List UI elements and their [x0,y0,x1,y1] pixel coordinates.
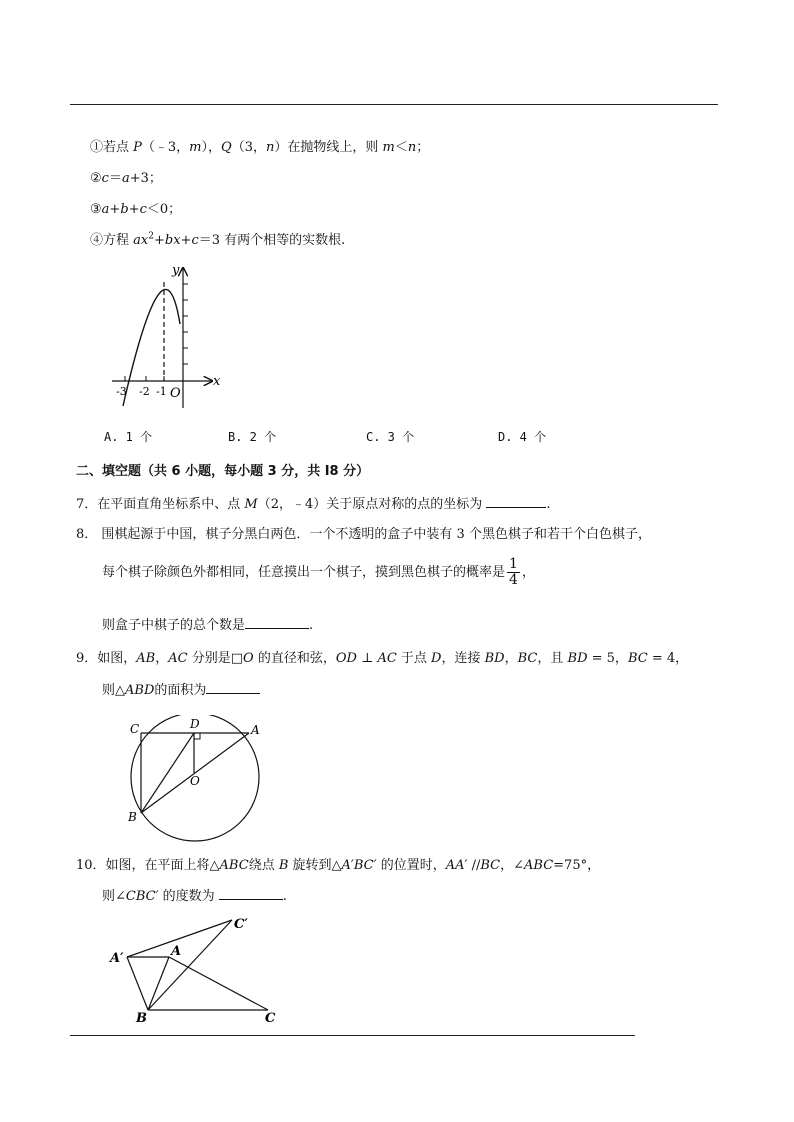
question-8-line-1: 8． 围棋起源于中国，棋子分黑白两色．一个不透明的盒子中装有 3 个黑色棋子和若干个白色棋子， [76,527,651,542]
question-7: 7．在平面直角坐标系中、点 M（2，﹣4）关于原点对称的点的坐标为 . [76,497,551,512]
right-angle-mark [194,733,200,739]
probability-fraction: $\frac{1}{4}$ [509,556,518,588]
bottom-rule [70,1035,635,1036]
question-8-line-3: 则盒子中棋子的总个数是 . [102,618,314,633]
label-b: B [128,810,137,824]
label-o: O [190,774,200,788]
seg-a-c [169,957,268,1010]
label-a-prime: A′ [110,951,124,966]
origin-label: O [170,386,181,401]
parabola-graph [108,262,228,412]
seg-a1-b [127,957,148,1010]
choice-b: B. 2 个 [228,430,277,444]
tick-label-neg1: -1 [156,385,167,398]
answer-blank-8[interactable] [245,616,309,629]
label-a: A [171,944,182,959]
answer-blank-9[interactable] [206,681,260,694]
label-c: C [265,1011,276,1026]
x-label: x [213,374,221,389]
y-ticks [183,284,188,364]
answer-blank-10[interactable] [219,887,283,900]
section-heading: 二、填空题（共 6 小题，每小题 3 分，共 I8 分） [76,464,370,479]
label-b: B [136,1011,147,1026]
question-10-line-2: 则∠CBC′ 的度数为 . [102,889,287,904]
choice-a: A. 1 个 [104,430,153,444]
segment-bd [141,733,194,813]
statement-4: ④方程 $ax^2+bx+c=3$ 有两个相等的实数根. [90,231,346,248]
statement-2: ②c＝a+3； [90,171,162,186]
label-c-prime: C′ [234,917,248,932]
choice-c: C. 3 个 [366,430,415,444]
tick-label-neg3: -3 [116,385,127,398]
label-d: D [190,717,200,731]
x-ticks [125,376,164,381]
question-10-line-1: 10．如图，在平面上将△ABC绕点 B 旋转到△A′BC′ 的位置时，AA′ //BC，∠ABC=75°， [76,858,601,873]
top-rule [70,104,718,105]
statement-3: ③a+b+c＜0； [90,202,182,217]
tick-label-neg2: -2 [139,385,150,398]
question-8-line-2: 每个棋子除颜色外都相同，任意摸出一个棋子，摸到黑色棋子的概率是 $\frac{1}{4}$ ， [102,556,535,588]
diameter-ab [141,733,249,813]
statement-1: ①若点 P（﹣3，m），Q（3，n）在抛物线上，则 m＜n； [90,140,430,155]
question-9-line-2: 则△ABD的面积为 [102,679,260,698]
choice-d: D. 4 个 [498,430,547,444]
label-c: C [130,722,140,736]
y-label: y [172,263,180,278]
circle-figure [120,715,270,845]
question-9-line-1: 9．如图，AB，AC 分别是□O 的直径和弦，OD ⊥ AC 于点 D，连接 BD，BC，且 BD = 5，BC = 4， [76,651,689,666]
seg-b-c1 [148,920,232,1010]
seg-a-b [148,957,169,1010]
label-a: A [251,723,260,737]
answer-blank-7[interactable] [486,495,546,508]
rotation-figure [108,912,308,1027]
